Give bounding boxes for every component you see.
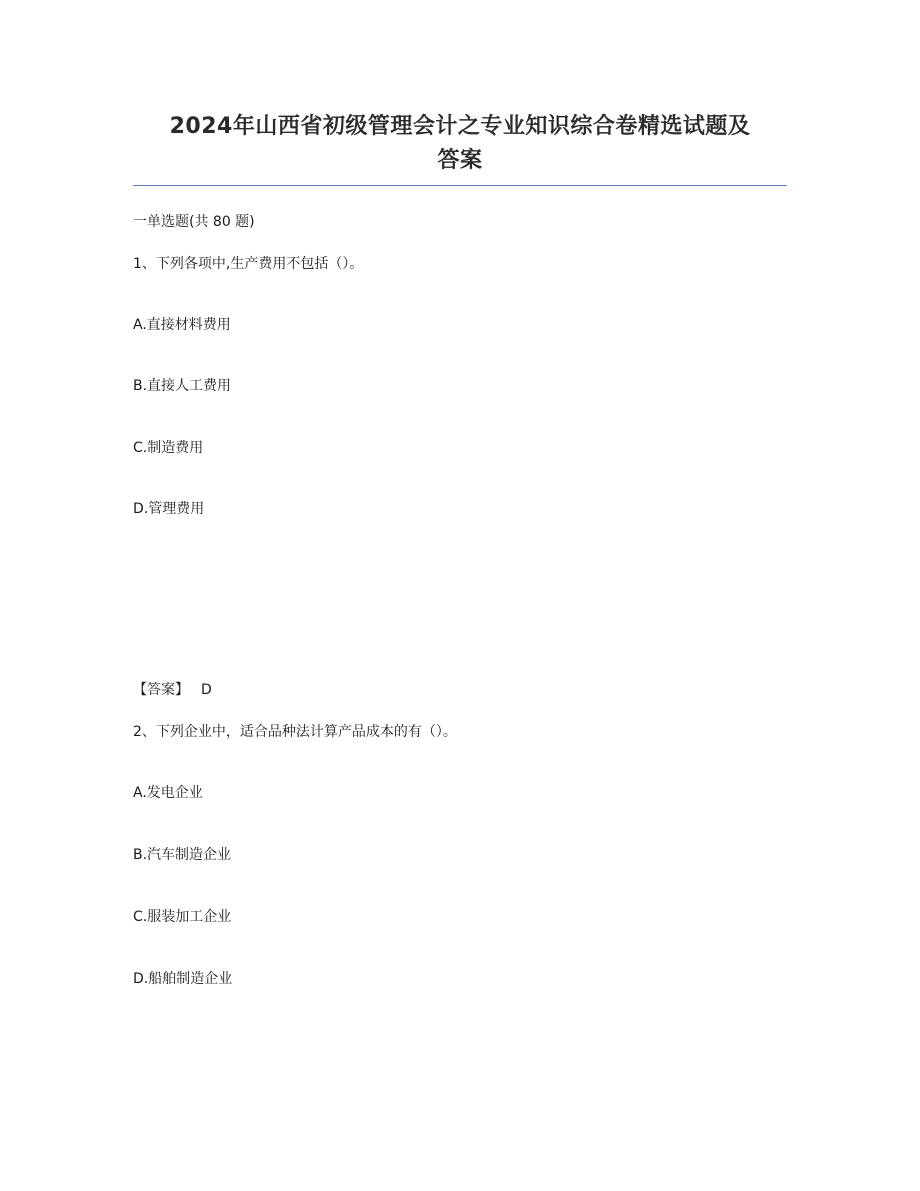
answer-label: 【答案】 <box>133 682 189 698</box>
question-1-option-d: D.管理费用 <box>133 501 205 517</box>
answer-value: D <box>201 682 212 698</box>
question-2-option-a: A.发电企业 <box>133 785 203 801</box>
question-1-option-b: B.直接人工费用 <box>133 378 232 394</box>
section-header: 一单选题(共 80 题) <box>133 214 255 230</box>
document-title <box>133 110 787 178</box>
title-divider <box>133 185 787 186</box>
question-2-option-d: D.船舶制造企业 <box>133 971 233 987</box>
question-2-stem: 2、下列企业中，适合品种法计算产品成本的有（）。 <box>133 724 457 740</box>
question-1-option-a: A.直接材料费用 <box>133 317 231 333</box>
question-1-answer <box>133 680 212 700</box>
title-line-2: 答案 <box>437 148 483 173</box>
question-2-option-b: B.汽车制造企业 <box>133 847 232 863</box>
question-2-option-c: C.服装加工企业 <box>133 909 232 925</box>
title-line-1: 2024年山西省初级管理会计之专业知识综合卷精选试题及 <box>169 114 751 139</box>
question-1-stem: 1、下列各项中,生产费用不包括（）。 <box>133 256 364 272</box>
question-1-option-c: C.制造费用 <box>133 440 204 456</box>
